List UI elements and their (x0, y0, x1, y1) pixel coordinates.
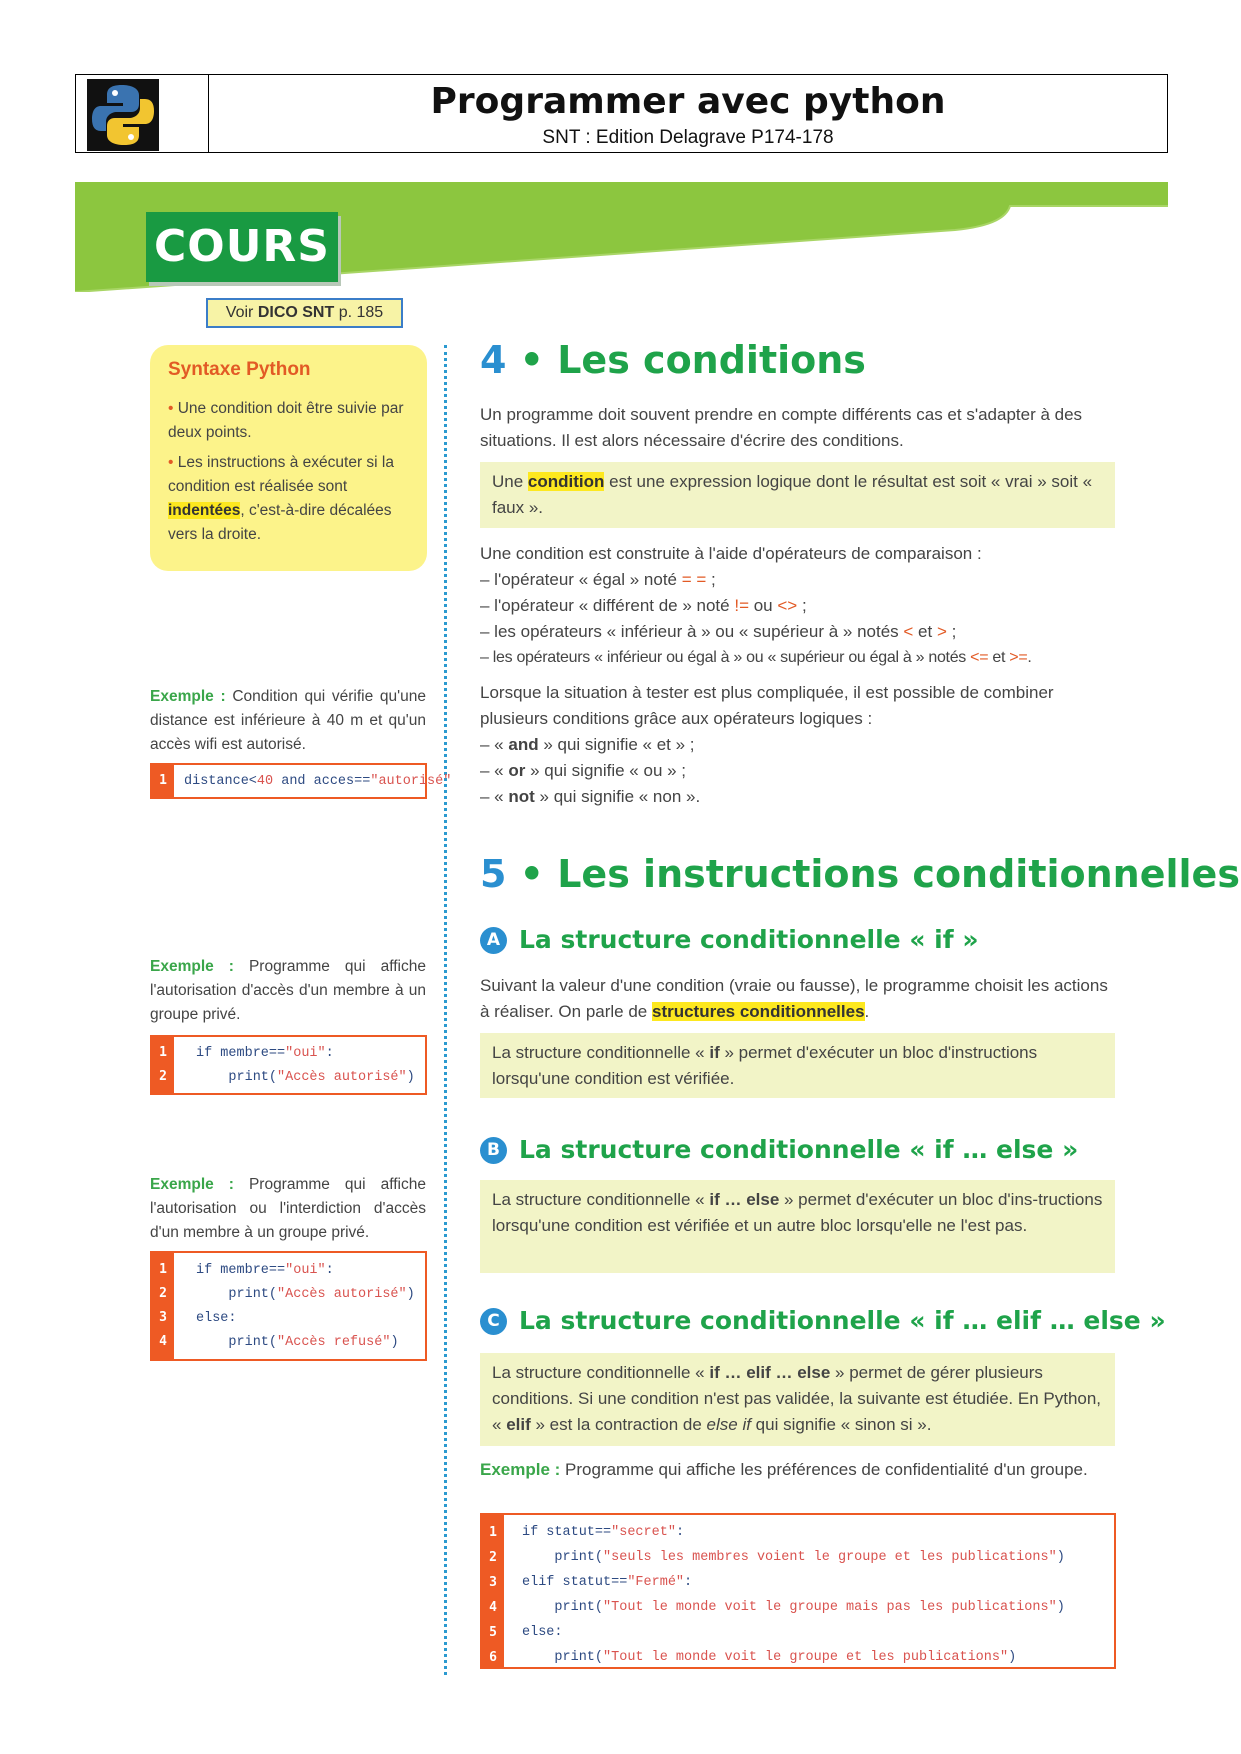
badge-a: A (480, 927, 507, 954)
logic-operators (480, 680, 1116, 810)
badge-c: C (480, 1308, 507, 1335)
subsection-b-heading (480, 1135, 1078, 1164)
section-4-number: 4 (480, 338, 507, 382)
syntax-bullet-2-before: Les instructions à exécuter si la condition est réalisée sont (168, 454, 394, 495)
dico-suffix: p. 185 (334, 304, 384, 321)
section-4-intro: Un programme doit souvent prendre en compte différents cas et s'adapter à des situations. Il est alors nécessaire d'écrire des conditions. (480, 405, 1083, 450)
subsection-c-heading (480, 1306, 1166, 1335)
operator-different: – l'opérateur « différent de » noté != ou <> ; (480, 596, 807, 615)
section-5-heading: 5 • Les instructions conditionnelles (480, 852, 1240, 896)
code-line-number: 1 (159, 773, 167, 788)
header-logo-cell (76, 75, 209, 152)
badge-b: B (480, 1137, 507, 1164)
example-4-code: 1 2 3 4 5 6 if statut=="secret": print("seuls les membres voient le groupe et les publications") elif statut=="Fermé": print("Tout le monde voit le groupe mais pas les publications") else: print("Tout le monde voit le groupe et les publications") (480, 1513, 1116, 1669)
column-separator (444, 345, 447, 1675)
logic-or: – « or » qui signifie « ou » ; (480, 761, 687, 780)
dico-prefix: Voir (225, 304, 258, 321)
code-line: print("Tout le monde voit le groupe mais pas les publications") (522, 1600, 1065, 1615)
code-line: print("Accès refusé") (196, 1335, 399, 1350)
python-logo-icon (87, 79, 159, 151)
code-line: distance<40 and acces=="autorisé" (184, 774, 452, 789)
example-3-description: Programme qui affiche l'autorisation ou l'interdiction d'accès d'un membre à un groupe privé. (150, 1176, 426, 1241)
syntax-title: Syntaxe Python (168, 359, 311, 380)
subsection-a-text: Suivant la valeur d'une condition (vraie ou fausse), le programme choisit les actions à réaliser. On parle de structures conditionnelles. (480, 976, 1108, 1021)
page-subtitle: SNT : Edition Delagrave P174-178 (542, 127, 834, 148)
syntax-box (150, 345, 427, 571)
section-4-heading: 4 • Les conditions (480, 338, 866, 382)
page-title: Programmer avec python (430, 81, 946, 122)
example-1-description: Condition qui vérifie qu'une distance est inférieure à 40 m et qu'un accès wifi est autorisé. (150, 688, 426, 753)
code-line: if membre=="oui": (196, 1046, 334, 1061)
logic-not: – « not » qui signifie « non ». (480, 787, 701, 806)
example-2-description: Programme qui affiche l'autorisation d'accès d'un membre à un groupe privé. (150, 958, 426, 1023)
example-2-text (150, 955, 426, 1027)
example-2-code: 1 2 if membre=="oui": print("Accès autorisé") (150, 1035, 427, 1095)
operators-intro: Une condition est construite à l'aide d'opérateurs de comparaison : (480, 544, 982, 563)
syntax-bullet-2-after: , c'est-à-dire décalées vers la droite. (168, 502, 392, 543)
example-3-text (150, 1173, 426, 1245)
example-4-label: Exemple : (480, 1460, 561, 1479)
section-4-title: Les conditions (557, 338, 866, 382)
example-4-text (480, 1457, 1116, 1483)
document-header (75, 74, 1168, 153)
condition-definition-box: Une condition est une expression logique dont le résultat est soit « vrai » soit « faux ». (480, 462, 1115, 528)
example-3-code: 1 2 3 4 if membre=="oui": print("Accès autorisé") else: print("Accès refusé") (150, 1251, 427, 1361)
code-line: print("seuls les membres voient le groupe et les publications") (522, 1550, 1065, 1565)
syntax-bullet-1: • Une condition doit être suivie par deux points. (168, 400, 404, 441)
example-3-label: Exemple : (150, 1176, 234, 1193)
code-line: elif statut=="Fermé": (522, 1575, 693, 1590)
dico-bold: DICO SNT (257, 304, 335, 321)
operators-list (480, 541, 1120, 671)
example-1-text (150, 685, 426, 757)
if-definition-box: La structure conditionnelle « if » permet d'exécuter un bloc d'instructions lorsqu'une condition est vérifiée. (480, 1033, 1115, 1098)
structures-highlight: structures conditionnelles (651, 1002, 865, 1021)
section-5-number: 5 (480, 852, 507, 896)
subsection-b-title: La structure conditionnelle « if … else » (519, 1135, 1079, 1164)
logic-and: – « and » qui signifie « et » ; (480, 735, 695, 754)
example-2-label: Exemple : (150, 958, 234, 975)
syntax-bullet-2: • Les instructions à exécuter si la condition est réalisée sont indentées, c'est-à-dire décalées vers la droite. (168, 454, 394, 543)
syntax-highlight-indentees: indentées (168, 502, 241, 519)
example-4-description: Programme qui affiche les préférences de confidentialité d'un groupe. (560, 1460, 1088, 1479)
example-1-code (150, 763, 452, 799)
operator-less-greater: – les opérateurs « inférieur à » ou « supérieur à » notés < et > ; (480, 622, 957, 641)
code-line: print("Accès autorisé") (196, 1287, 415, 1302)
operator-less-greater-equal: – les opérateurs « inférieur ou égal à » ou « supérieur ou égal à » notés <= et >=. (480, 649, 1032, 666)
if-elif-else-definition-box: La structure conditionnelle « if … elif … else » permet de gérer plusieurs conditions. Si une condition n'est pas validée, la suivante est étudiée. En Python, « elif » est la contraction de else if qui signifie « sinon si ». (480, 1353, 1115, 1446)
code-line: print("Tout le monde voit le groupe et les publications") (522, 1650, 1017, 1665)
dico-reference[interactable] (206, 298, 403, 328)
syntax-bullet-1-text: Une condition doit être suivie par deux points. (168, 400, 404, 441)
code-line: if statut=="secret": (522, 1525, 685, 1540)
subsection-a-title: La structure conditionnelle « if » (519, 925, 979, 954)
code-line: else: (522, 1625, 563, 1640)
condition-highlight: condition (527, 472, 605, 491)
code-line: else: (196, 1311, 237, 1326)
cours-label: COURS (146, 212, 338, 282)
section-5-title: Les instructions conditionnelles (557, 852, 1240, 896)
subsection-c-title: La structure conditionnelle « if … elif … else » (519, 1306, 1166, 1335)
example-1-label: Exemple : (150, 688, 226, 705)
code-line: if membre=="oui": (196, 1263, 334, 1278)
operator-equal: – l'opérateur « égal » noté = = ; (480, 570, 716, 589)
logic-intro: Lorsque la situation à tester est plus compliquée, il est possible de combiner plusieurs conditions grâce aux opérateurs logiques : (480, 683, 1054, 728)
code-line: print("Accès autorisé") (196, 1070, 415, 1085)
subsection-a-heading (480, 925, 978, 954)
if-else-definition-box: La structure conditionnelle « if … else » permet d'exécuter un bloc d'ins-tructions lorsqu'une condition est vérifiée et un autre bloc lorsqu'elle ne l'est pas. (480, 1180, 1115, 1273)
